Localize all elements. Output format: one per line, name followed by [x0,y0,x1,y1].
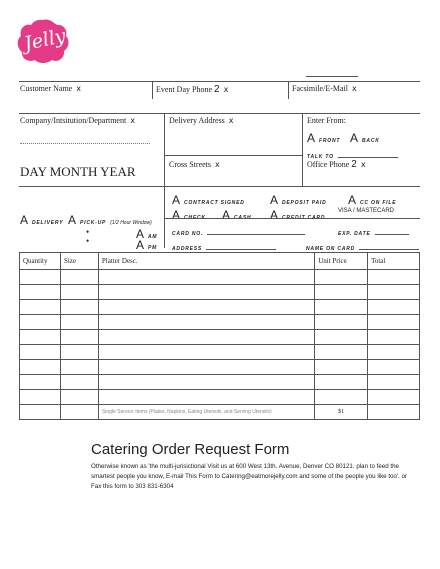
customer-name-field[interactable] [20,84,81,93]
size-header: Size [60,253,98,270]
divider [288,81,289,99]
cross-streets-field[interactable] [169,160,220,169]
payment-rule [164,218,420,219]
logo-text: Jelly [22,24,68,56]
divider [164,186,165,248]
office-phone-label: Office Phone [307,160,350,169]
event-day-phone-number: 2 [214,84,220,95]
x-mark: x [360,160,366,169]
total-header: Total [368,253,420,270]
cc-on-file-checkbox[interactable]: A [348,193,357,207]
table-row[interactable] [20,360,420,375]
table-row[interactable] [20,300,420,315]
talk-to-label: TALK TO [307,154,334,160]
x-mark: x [223,85,229,94]
divider [164,113,165,186]
delivery-option[interactable] [20,211,63,229]
company-label: Company/Intsitution/Department [20,116,127,125]
deposit-paid-label: DEPOSIT PAID [282,200,327,206]
office-phone-number: 2 [351,159,357,170]
deposit-paid-checkbox[interactable]: A [270,193,279,207]
event-day-phone-label: Event Day Phone [156,85,212,94]
brand-logo [16,18,70,64]
check-label: CHECK [184,215,206,221]
pickup-label: PICK-UP [80,220,107,226]
date-label[interactable]: DAY MONTH YEAR [20,164,136,179]
am-label: AM [148,234,158,240]
divider [152,81,153,99]
cash-label: CASH [234,215,252,221]
service-items-price: $1 [315,405,368,420]
company-dotted-line [20,143,150,144]
cc-on-file-label: CC ON FILE [360,200,397,206]
am-checkbox[interactable]: A [136,227,145,241]
table-row[interactable] [20,330,420,345]
exp-date-line [375,234,409,235]
cross-streets-label: Cross Streets [169,160,211,169]
credit-card-checkbox[interactable]: A [270,208,279,222]
front-label: FRONT [319,138,341,144]
company-field[interactable] [20,116,135,125]
customer-name-label: Customer Name [20,84,73,93]
service-items-text: Single Service Items (Plates, Napkins, Eating Utensils, and Serving Utensils) [98,405,314,420]
pm-checkbox[interactable]: A [136,238,145,252]
table-row[interactable] [20,315,420,330]
name-on-card-line [359,249,419,250]
bullet: • [86,236,90,246]
table-row[interactable] [20,345,420,360]
cc-on-file-option[interactable] [348,191,396,209]
event-day-phone-field[interactable] [156,84,228,95]
form-description: Otherwise known as 'the multi-jurisictional Visit us at 600 West 13th. Avenue, Denver CO 80121. plan to feed the smartest people you know, E-mail This Form to Catering@eatmorejelly.com and some of the people you like too'. or Fax this form to 303 831-6304 [91,463,408,490]
quantity-header: Quantity [20,253,61,270]
address-line [206,249,276,250]
order-table [19,252,420,420]
back-checkbox[interactable]: A [350,131,359,145]
x-mark: x [130,116,135,125]
card-no-line [207,234,305,235]
fax-email-label: Facsimile/E-Mail [292,84,348,93]
contract-signed-checkbox[interactable]: A [172,193,181,207]
check-checkbox[interactable]: A [172,208,181,222]
header-rule [19,81,420,82]
table-header-row [20,253,420,270]
section-rule [19,113,420,114]
x-mark: x [352,84,357,93]
form-title: Catering Order Request Form [91,441,290,458]
unit-price-header: Unit Price [315,253,368,270]
delivery-address-label: Delivery Address [169,116,225,125]
pm-label: PM [148,245,158,251]
fax-email-field[interactable] [292,84,357,93]
enter-from-label: Enter From: [307,116,346,125]
delivery-address-field[interactable] [169,116,234,125]
table-row[interactable] [20,285,420,300]
address-label: ADDRESS [172,246,203,252]
x-mark: x [76,84,81,93]
pickup-window: (1/2 Hour Window) [110,220,152,226]
card-no-label: CARD NO. [172,231,204,237]
pickup-checkbox[interactable]: A [68,213,77,227]
fax-underline [306,76,358,77]
office-phone-field[interactable] [307,159,366,170]
cross-streets-rule [164,155,302,156]
delivery-label: DELIVERY [32,220,64,226]
bullet: • [86,227,90,237]
x-mark: x [215,160,220,169]
platter-desc-header: Platter Desc. [98,253,314,270]
talk-to-line [338,157,398,158]
delivery-checkbox[interactable]: A [20,213,29,227]
table-row[interactable] [20,375,420,390]
section-rule [19,186,420,187]
visa-mastercard-label: VISA / MASTECARD [338,208,395,214]
x-mark: x [228,116,234,125]
contract-signed-label: CONTRACT SIGNED [184,200,245,206]
exp-date-label: EXP. DATE [338,231,371,237]
front-checkbox[interactable]: A [307,131,316,145]
divider [302,113,303,186]
table-row[interactable] [20,270,420,285]
credit-card-label: CREDIT CARD [282,215,326,221]
cash-checkbox[interactable]: A [222,208,231,222]
table-row[interactable] [20,390,420,405]
back-label: BACK [362,138,380,144]
name-on-card-label: NAME ON CARD [306,246,356,252]
service-items-row[interactable] [20,405,420,420]
